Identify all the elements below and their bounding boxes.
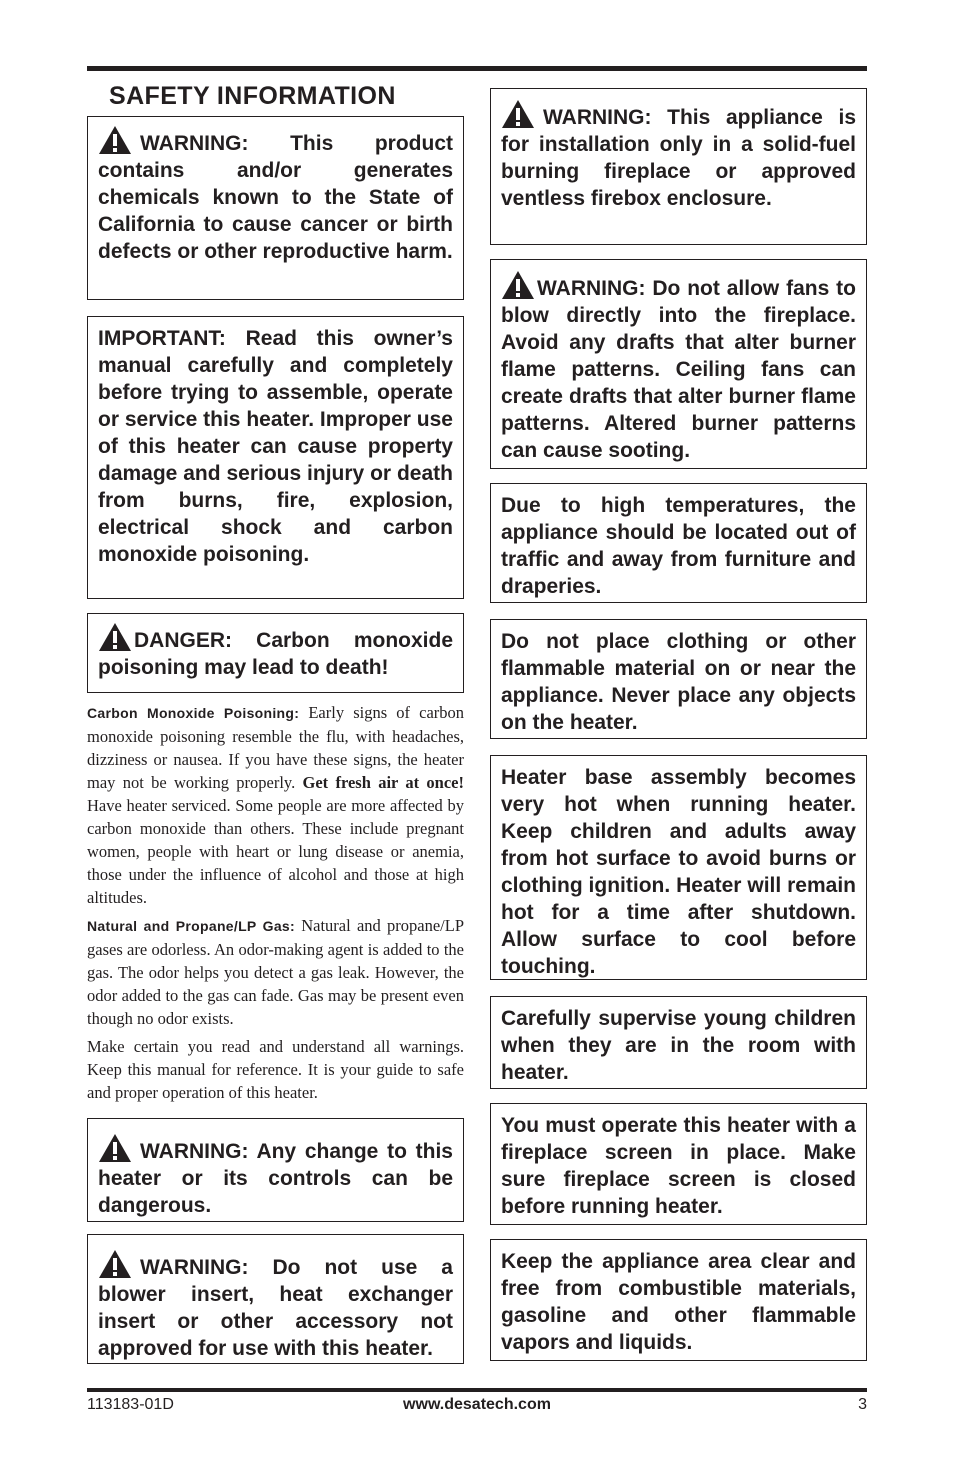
page-number: 3 (858, 1396, 867, 1413)
top-rule (87, 66, 867, 71)
temperatures-text: Due to high temperatures, the appliance should be located out of traffic and away from furniture and draperies. (501, 494, 856, 598)
co-strong: Get fresh air at once! (302, 773, 464, 792)
screen-box (490, 1103, 867, 1225)
clear-area-box (490, 1239, 867, 1361)
clear-area-text: Keep the appliance area clear and free from combustible materials, gasoline and other flammable vapors and liquids. (501, 1250, 856, 1354)
section-title: SAFETY INFORMATION (109, 82, 396, 110)
temperatures-box (490, 483, 867, 603)
warning-triangle-icon (98, 125, 132, 155)
co-paragraph (87, 701, 464, 909)
doc-number: 113183-01D (87, 1396, 174, 1413)
co-lead: Carbon Monoxide Poisoning: (87, 705, 300, 721)
clothing-text: Do not place clothing or other flammable material on or near the appliance. Never place any objects on the heater. (501, 630, 856, 734)
left-column (87, 80, 464, 1364)
screen-text: You must operate this heater with a fireplace screen in place. Make sure fireplace screen is closed before running heater. (501, 1114, 856, 1218)
warning-fans-text: WARNING: Do not allow fans to blow directly into the fireplace. Avoid any drafts that alter burner flame patterns. Ceiling fans can create drafts that alter burner flame patterns. Altered burner patterns can cause sooting. (501, 277, 856, 462)
warning-triangle-icon (98, 622, 132, 652)
warning-blower-box (87, 1234, 464, 1364)
gas-paragraph (87, 914, 464, 1030)
warning-change-text: WARNING: Any change to this heater or its controls can be dangerous. (98, 1140, 453, 1217)
important-box (87, 316, 464, 599)
warning-triangle-icon (501, 270, 535, 300)
warning-install-box (490, 88, 867, 245)
gas-text: Natural and propane/LP gases are odorless. An odor-making agent is added to the gas. The odor helps you detect a gas leak. However, the odor added to the gas can fade. Gas may be present even though no odor exists. (87, 916, 464, 1028)
clothing-box (490, 619, 867, 739)
danger-box (87, 613, 464, 693)
warning-install-text: WARNING: This appliance is for installation only in a solid-fuel burning fireplace or approved ventless firebox enclosure. (501, 106, 856, 210)
supervise-box (490, 996, 867, 1089)
warning-blower-text: WARNING: Do not use a blower insert, heat exchanger insert or other accessory not approved for use with this heater. (98, 1256, 453, 1360)
warning-triangle-icon (98, 1133, 132, 1163)
co-text-1: Early signs of carbon monoxide poisoning resemble the flu, with headaches, dizziness or nausea. If you have these signs, the heater may not be working properly. (87, 703, 465, 792)
warning-triangle-icon (501, 99, 535, 129)
gas-lead: Natural and Propane/LP Gas: (87, 918, 295, 934)
warning-triangle-icon (98, 1249, 132, 1279)
read-paragraph: Make certain you read and understand all warnings. Keep this manual for reference. It is your guide to safe and proper operation of this heater. (87, 1037, 464, 1102)
hot-base-text: Heater base assembly becomes very hot when running heater. Keep children and adults away from hot surface to avoid burns or clothing ignition. Heater will remain hot for a time after shutdown. Allow surface to cool before touching. (501, 766, 856, 978)
co-text-2: Have heater serviced. Some people are more affected by carbon monoxide than others. These include pregnant women, people with heart or lung disease or anemia, those under the influence of alcohol and those at high altitudes. (87, 796, 464, 907)
hot-base-box (490, 755, 867, 980)
website-link[interactable]: www.desatech.com (403, 1396, 551, 1413)
important-text: IMPORTANT: Read this owner’s manual carefully and completely before trying to assemble, operate or service this heater. Improper use of this heater can cause property damage and serious injury or death from burns, fire, explosion, electrical shock and carbon monoxide poisoning. (98, 327, 453, 566)
supervise-text: Carefully supervise young children when they are in the room with heater. (501, 1007, 856, 1084)
danger-text: DANGER: Carbon monoxide poisoning may lead to death! (98, 629, 453, 679)
warning-fans-box (490, 259, 867, 469)
warning-change-box (87, 1118, 464, 1222)
warning-prop65-box (87, 116, 464, 300)
right-column (490, 88, 867, 1361)
warning-prop65-text: WARNING: This product contains and/or generates chemicals known to the State of California to cause cancer or birth defects or other reproductive harm. (98, 132, 453, 263)
bottom-rule (87, 1388, 867, 1392)
